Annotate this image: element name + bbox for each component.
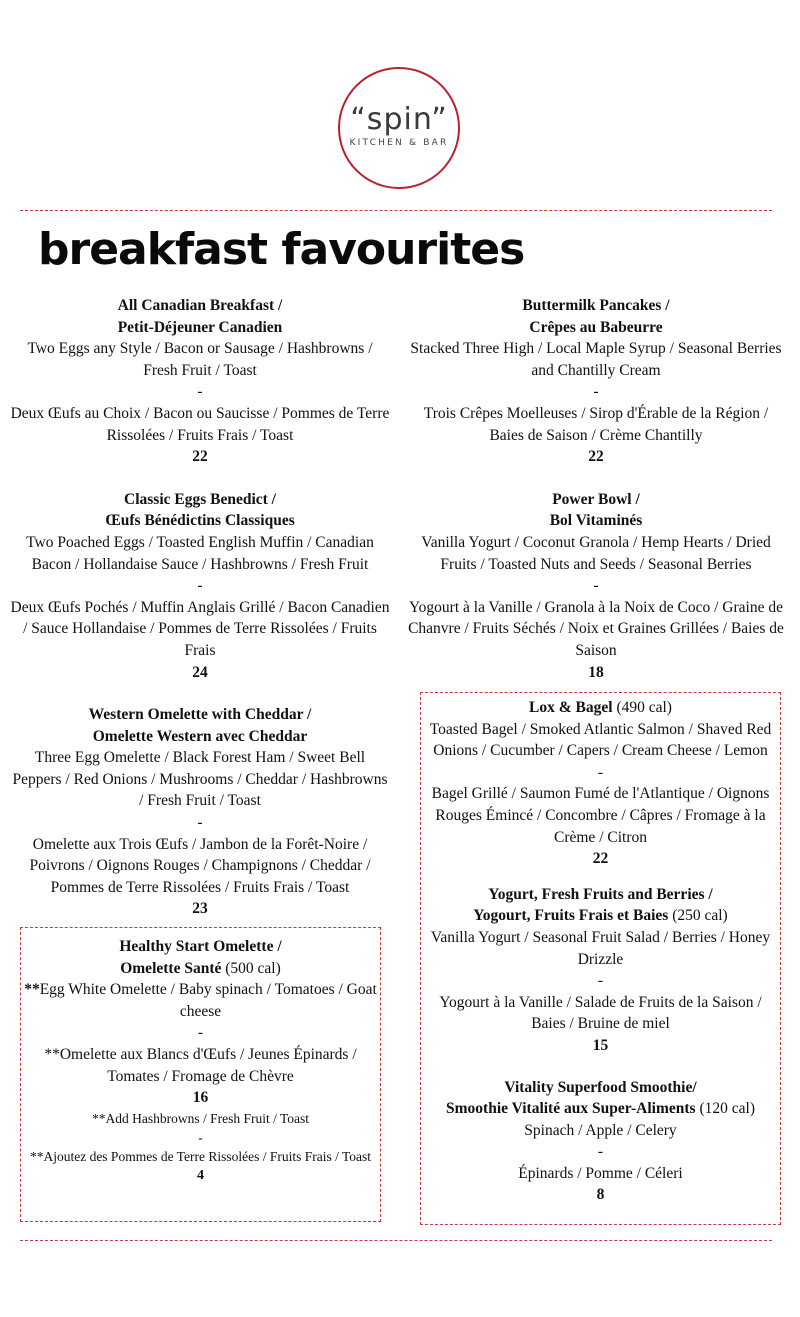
item-title-en: Healthy Start Omelette / bbox=[119, 938, 282, 955]
item-calories: (120 cal) bbox=[699, 1100, 755, 1118]
item-title-en: Yogurt, Fresh Fruits and Berries / bbox=[488, 885, 713, 903]
left-column bbox=[10, 295, 390, 941]
addon-fr: **Ajoutez des Pommes de Terre Rissolées / Fruits Frais / Toast bbox=[29, 1148, 372, 1164]
addon-separator: - bbox=[198, 1129, 203, 1145]
item-stars: ** bbox=[24, 981, 40, 999]
item-price: 8 bbox=[596, 1186, 605, 1204]
menu-item bbox=[421, 884, 780, 1057]
item-title-fr: Œufs Bénédictins Classiques bbox=[105, 512, 295, 530]
item-separator: - bbox=[597, 763, 604, 781]
item-price: 18 bbox=[588, 663, 604, 681]
item-desc-fr: Épinards / Pomme / Céleri bbox=[518, 1164, 683, 1182]
item-price: 15 bbox=[592, 1036, 609, 1054]
item-separator: - bbox=[593, 383, 599, 401]
item-title-fr: Petit-Déjeuner Canadien bbox=[117, 318, 283, 336]
item-desc-fr: Deux Œufs Pochés / Muffin Anglais Grillé / Bacon Canadien / Sauce Hollandaise / Pommes de Terre Rissolées / Fruits Frais bbox=[10, 598, 390, 659]
item-title-en: Power Bowl / bbox=[552, 490, 640, 508]
item-calories: (500 cal) bbox=[225, 959, 281, 977]
menu-item bbox=[10, 295, 390, 468]
top-divider bbox=[20, 210, 772, 211]
item-desc-fr: Trois Crêpes Moelleuses / Sirop d'Érable de la Région / Baies de Saison / Crème Chantilly bbox=[423, 404, 769, 444]
bottom-divider bbox=[20, 1240, 772, 1241]
item-title-en: Classic Eggs Benedict / bbox=[124, 490, 276, 508]
item-title-fr: Smoothie Vitalité aux Super-Aliments bbox=[446, 1100, 696, 1118]
menu-item bbox=[405, 295, 787, 468]
item-separator: - bbox=[197, 577, 203, 595]
item-title-en: Vitality Superfood Smoothie/ bbox=[504, 1078, 697, 1096]
menu-item bbox=[21, 936, 380, 1185]
item-desc-fr: Yogourt à la Vanille / Salade de Fruits de la Saison / Baies / Bruine de miel bbox=[439, 993, 762, 1033]
menu-item bbox=[10, 704, 390, 920]
healthy-start-box bbox=[20, 927, 381, 1222]
item-title-en: Buttermilk Pancakes / bbox=[522, 297, 670, 314]
item-desc-fr: Bagel Grillé / Saumon Fumé de l'Atlantique / Oignons Rouges Émincé / Concombre / Câpres / Fromage à la Crème / Citron bbox=[431, 785, 770, 846]
item-price: 16 bbox=[192, 1089, 209, 1107]
item-price: 22 bbox=[592, 850, 609, 868]
item-desc-fr: Omelette aux Trois Œufs / Jambon de la Forêt-Noire / Poivrons / Oignons Rouges / Champignons / Cheddar / Pommes de Terre Rissolées / Fruits Frais / Toast bbox=[29, 835, 371, 896]
item-desc-fr: Yogourt à la Vanille / Granola à la Noix de Coco / Graine de Chanvre / Fruits Séchés / Noix et Graines Grillées / Baies de Saison bbox=[408, 598, 784, 659]
item-separator: - bbox=[597, 972, 604, 990]
item-title-en: All Canadian Breakfast / bbox=[117, 297, 283, 314]
menu-item bbox=[421, 697, 780, 870]
item-desc-en: Two Poached Eggs / Toasted English Muffin / Canadian Bacon / Hollandaise Sauce / Hashbrowns / Fresh Fruit bbox=[26, 533, 374, 573]
item-price: 22 bbox=[192, 448, 208, 466]
item-desc-en: Vanilla Yogurt / Seasonal Fruit Salad / Berries / Honey Drizzle bbox=[430, 928, 771, 968]
addon-price: 4 bbox=[197, 1167, 204, 1183]
item-price: 24 bbox=[192, 663, 208, 681]
menu-item bbox=[405, 489, 787, 683]
item-price: 23 bbox=[192, 900, 208, 918]
item-desc-en-text: Egg White Omelette / Baby spinach / Tomatoes / Goat cheese bbox=[39, 981, 377, 1020]
item-separator: - bbox=[197, 383, 203, 401]
menu-item bbox=[10, 489, 390, 683]
addon-block bbox=[21, 1109, 380, 1185]
item-separator: - bbox=[197, 814, 203, 832]
item-separator: - bbox=[197, 1024, 204, 1042]
item-calories: (250 cal) bbox=[672, 907, 728, 925]
item-price: 22 bbox=[588, 448, 604, 466]
item-desc-en: Stacked Three High / Local Maple Syrup / Seasonal Berries and Chantilly Cream bbox=[410, 340, 782, 379]
logo-word: “spin” bbox=[350, 101, 448, 137]
logo-subtitle: KITCHEN & BAR bbox=[349, 137, 449, 148]
right-column bbox=[405, 295, 787, 704]
item-desc-fr: **Omelette aux Blancs d'Œufs / Jeunes Épinards / Tomates / Fromage de Chèvre bbox=[44, 1045, 357, 1085]
item-desc-en: Spinach / Apple / Celery bbox=[524, 1121, 677, 1139]
item-separator: - bbox=[597, 1143, 604, 1161]
addon-en: **Add Hashbrowns / Fresh Fruit / Toast bbox=[91, 1110, 310, 1126]
menu-item bbox=[421, 1077, 780, 1207]
item-title-fr: Yogourt, Fruits Frais et Baies bbox=[473, 907, 669, 925]
item-desc-en: Three Egg Omelette / Black Forest Ham / Sweet Bell Peppers / Red Onions / Mushrooms / Cheddar / Hashbrowns / Fresh Fruit / Toast bbox=[12, 749, 388, 810]
item-title-fr: Bol Vitaminés bbox=[549, 512, 643, 530]
spin-logo bbox=[338, 67, 460, 189]
page-title: breakfast favourites bbox=[38, 224, 525, 275]
item-title-en: Lox & Bagel bbox=[529, 699, 613, 716]
item-desc-fr: Deux Œufs au Choix / Bacon ou Saucisse / Pommes de Terre Rissolées / Fruits Frais / Toast bbox=[10, 404, 390, 444]
item-title-fr: Omelette Western avec Cheddar bbox=[92, 727, 308, 745]
item-desc-en: Vanilla Yogurt / Coconut Granola / Hemp Hearts / Dried Fruits / Toasted Nuts and Seeds / Seasonal Berries bbox=[421, 533, 771, 573]
wellness-box bbox=[420, 692, 781, 1225]
item-desc-en: Two Eggs any Style / Bacon or Sausage / Hashbrowns / Fresh Fruit / Toast bbox=[27, 340, 373, 379]
item-title-fr: Omelette Santé bbox=[120, 959, 222, 977]
item-title-en: Western Omelette with Cheddar / bbox=[88, 706, 312, 724]
item-separator: - bbox=[593, 577, 599, 595]
item-title-fr: Crêpes au Babeurre bbox=[529, 318, 663, 336]
item-desc-en bbox=[21, 979, 380, 1022]
item-calories: (490 cal) bbox=[616, 699, 672, 716]
item-desc-en: Toasted Bagel / Smoked Atlantic Salmon / Shaved Red Onions / Cucumber / Capers / Cream Cheese / Lemon bbox=[429, 720, 772, 760]
